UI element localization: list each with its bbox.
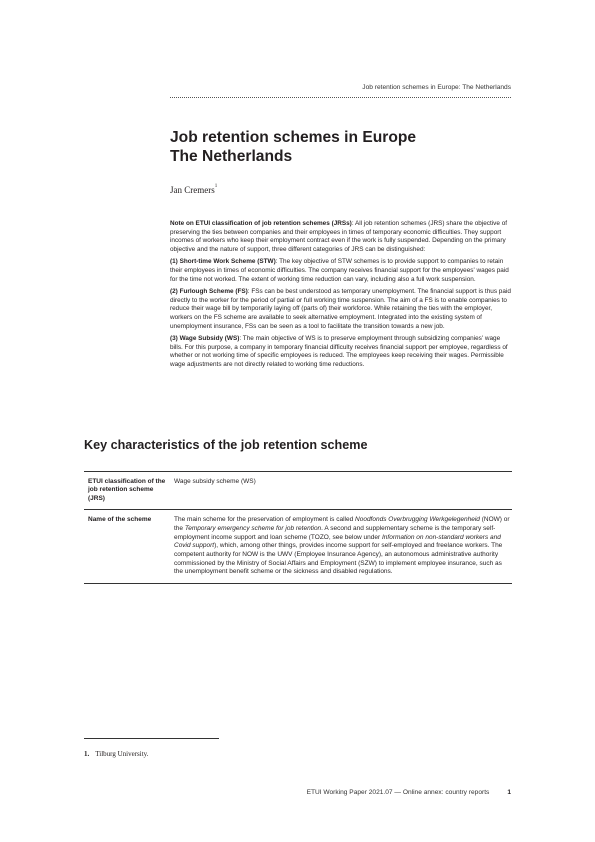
stw-label: (1) Short-time Work Scheme (STW) [170,258,276,266]
section-heading: Key characteristics of the job retention scheme [84,438,368,452]
scheme-italic-3: Information on non-standard workers and Covid support [174,533,501,550]
scheme-italic-2: Temporary emergency scheme for job retention [184,524,322,532]
note-paragraph [170,220,512,255]
stw-text: : The key objective of STW schemes is to provide support to companies to retain their employees in times of economic difficulties. The company receives financial support for the employees' wages paid for the time not worked. The extent of working time reduction can vary, including also a full work suspension. [170,258,509,283]
footer-text: ETUI Working Paper 2021.07 — Online annex: country reports [306,789,490,796]
ws-text: : The main objective of WS is to preserve employment through subsidizing companies' wage bills. For this purpose, a company in temporary financial difficulty receives financial support per employee, regardless of whether or not working time of specific employees is reduced. The employees keep receiving their wages. Permissible wage adjustments are not directly related to working time reductions. [170,334,508,369]
ws-label: (3) Wage Subsidy (WS) [170,334,240,342]
fs-paragraph [170,288,512,332]
page-footer [307,789,511,796]
scheme-text-4: ), which, among other things, provides income support for self-employed and freelance workers. The competent authority for NOW is the UWV (Employee Insurance Agency), an autonomous administrative authority commissioned by the Ministry of Social Affairs and Employment (SZW) to implement employee insurance, such as the unemployment benefit scheme or the sickness and disabled regulations. [174,542,503,576]
row-label-scheme-name: Name of the scheme [88,516,152,524]
author-name: Jan Cremers [170,185,215,195]
fs-label: (2) Furlough Scheme (FS) [170,287,248,295]
footnote-number: 1. [84,750,90,758]
scheme-italic-1: Noodfonds Overbrugging Werkgelegenheid [355,516,480,524]
footnote-text: Tilburg University. [95,750,149,758]
stw-paragraph [170,258,512,284]
title-line-1: Job retention schemes in Europe [170,129,417,146]
classification-note [170,220,512,373]
row-label-classification: ETUI classification of the job retention scheme (JRS) [88,478,166,502]
title-line-2: The Netherlands [170,148,293,165]
page-number: 1 [507,789,511,796]
page-title [170,128,510,166]
note-text: : All job retention schemes (JRS) share the objective of preserving the ties between companies and their employees in times of temporary economic difficulties. They support incomes of workers who keep their employment contract even if the work is fully suspended. Depending on the primary objective and the nature of support, three different categories of JRS can be distinguished: [170,220,508,254]
row-value-classification: Wage subsidy scheme (WS) [174,478,256,485]
dotted-divider [170,97,511,98]
row-value-scheme-name [172,510,512,583]
author [170,185,217,195]
table-row [84,510,512,584]
fs-text: : FSs can be best understood as temporary unemployment. The financial support is thus paid directly to the worker for the period of partial or full working time suspension. The aim of a FS is to enable companies to reduce their wage bill by temporarily laying off (parts of) their workforce. While retaining the ties with the employer, workers on the FS scheme are available to seek alternative employment. Integrated into the existing system of unemployment insurance, FSs can be seen as a tool to facilitate the transition towards a new job. [170,287,511,330]
footnote [84,750,148,758]
scheme-text-2: (NOW) or the [174,516,510,532]
footnote-rule [84,738,219,739]
scheme-text-3: . A second and supplementary scheme is the temporary self-employment income support and loan scheme (TOZO, see below under [174,524,496,541]
scheme-text-1: The main scheme for the preservation of employment is called [174,516,356,524]
footnote-marker: 1 [214,184,218,189]
table-row [84,472,512,510]
ws-paragraph [170,335,512,370]
note-label: Note on ETUI classification of job retention schemes (JRSs) [170,220,352,227]
running-header: Job retention schemes in Europe: The Netherlands [362,84,511,91]
characteristics-table [84,471,512,584]
